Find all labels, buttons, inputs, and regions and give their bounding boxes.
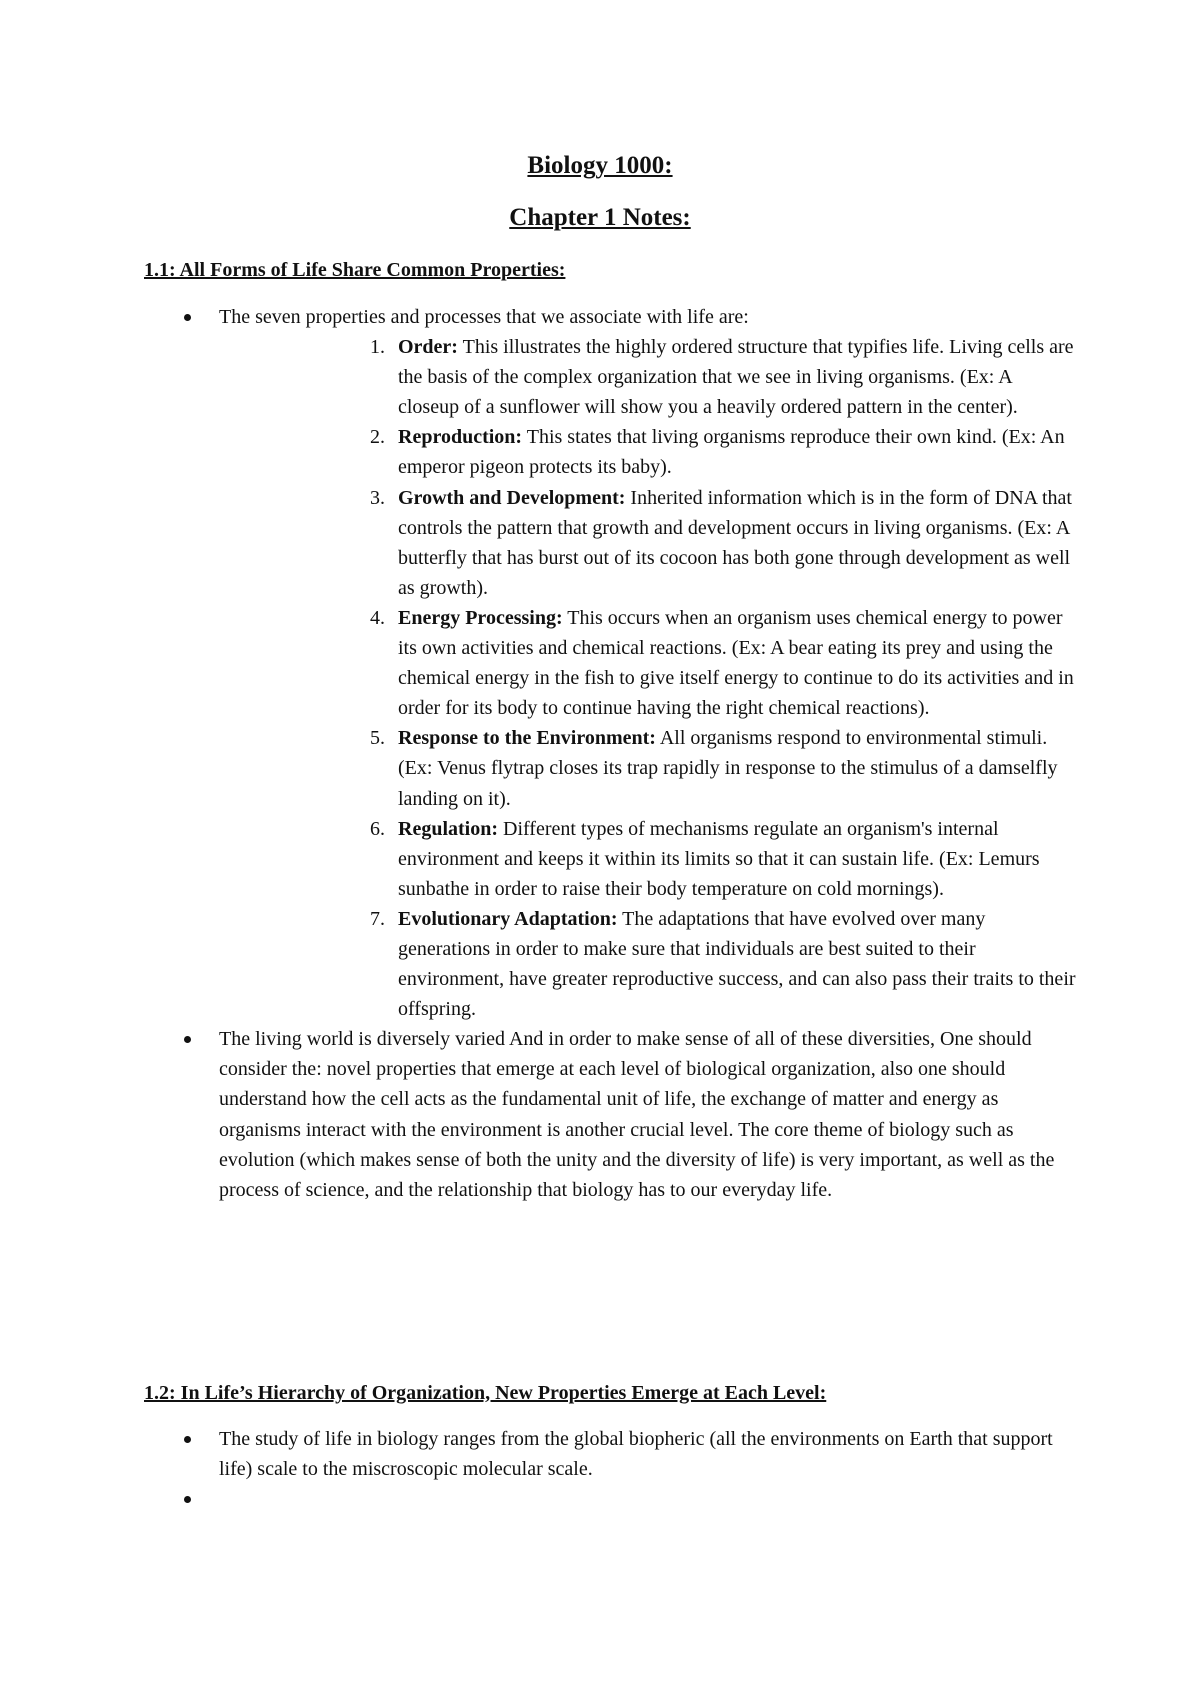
document-title: Biology 1000: <box>527 152 673 179</box>
item-number: 2. <box>370 426 385 449</box>
item-text: This illustrates the highly ordered structure that typifies life. Living cells are the basis of the complex organization that we see in living organisms. (Ex: A closeup of a sunflower will show you a heavily ordered pattern in the center). <box>398 336 1074 419</box>
properties-numbered-list <box>359 332 1076 1024</box>
numbered-item <box>359 422 1076 482</box>
item-term: Order: <box>398 336 458 359</box>
item-text: The adaptations that have evolved over many generations in order to make sure that individuals are best suited to their environment, have greater reproductive success, and can also pass their traits to their offspring. <box>398 907 1076 1021</box>
bullet-item-empty <box>176 1484 1076 1514</box>
item-number: 5. <box>370 727 385 750</box>
item-text: Inherited information which is in the form of DNA that controls the pattern that growth and development occurs in living organisms. (Ex: A butterfly that has burst out of its cocoon has both gone through development as well as growth). <box>398 486 1072 599</box>
bullet-text: The study of life in biology ranges from the global biopheric (all the environments on Earth that support life) scale to the miscroscopic molecular scale. <box>219 1428 1053 1481</box>
bullet-icon <box>184 1036 191 1043</box>
bullet-item <box>176 302 1076 1024</box>
bullet-text: The living world is diversely varied And in order to make sense of all of these diversities, One should consider the: novel properties that emerge at each level of biological organization, also one should understand how the cell acts as the fundamental unit of life, the exchange of matter and energy as organisms interact with the environment is another crucial level. The core theme of biology such as evolution (which makes sense of both the unity and the diversity of life) is very important, as well as the process of science, and the relationship that biology has to our everyday life. <box>219 1028 1055 1201</box>
item-number: 1. <box>370 336 385 359</box>
numbered-item <box>359 332 1076 422</box>
document-subtitle: Chapter 1 Notes: <box>509 204 691 231</box>
item-text: This states that living organisms reproduce their own kind. (Ex: An emperor pigeon protects its baby). <box>398 426 1065 479</box>
bullet-icon <box>184 1496 191 1503</box>
item-text: This occurs when an organism uses chemical energy to power its own activities and chemical reactions. (Ex: A bear eating its prey and using the chemical energy in the fish to give itself energy to continue to do its activities and in order for its body to continue having the right chemical reactions). <box>398 606 1074 720</box>
item-number: 4. <box>370 606 385 629</box>
item-number: 3. <box>370 486 385 509</box>
item-term: Evolutionary Adaptation: <box>398 907 618 930</box>
bullet-icon <box>184 314 191 321</box>
item-term: Reproduction: <box>398 426 523 449</box>
item-number: 6. <box>370 817 385 840</box>
section-1-bullet-list <box>176 302 1076 1205</box>
bullet-item <box>176 1024 1076 1205</box>
bullet-text: The seven properties and processes that we associate with life are: <box>219 306 749 328</box>
item-number: 7. <box>370 907 385 930</box>
section-2-bullet-list <box>176 1424 1076 1514</box>
numbered-item <box>359 904 1076 1024</box>
section-1-heading: 1.1: All Forms of Life Share Common Properties: <box>144 259 566 281</box>
numbered-item <box>359 814 1076 904</box>
bullet-item <box>176 1424 1076 1484</box>
item-term: Regulation: <box>398 817 498 840</box>
item-term: Energy Processing: <box>398 606 563 629</box>
numbered-item <box>359 483 1076 603</box>
item-term: Growth and Development: <box>398 486 626 509</box>
item-term: Response to the Environment: <box>398 727 656 750</box>
item-text: All organisms respond to environmental stimuli. (Ex: Venus flytrap closes its trap rapidly in response to the stimulus of a damselfly landing on it). <box>398 727 1058 810</box>
bullet-icon <box>184 1436 191 1443</box>
item-text: Different types of mechanisms regulate an organism's internal environment and keeps it within its limits so that it can sustain life. (Ex: Lemurs sunbathe in order to raise their body temperature on cold mornings). <box>398 817 1040 900</box>
section-2-heading: 1.2: In Life’s Hierarchy of Organization, New Properties Emerge at Each Level: <box>144 1382 827 1404</box>
numbered-item <box>359 603 1076 723</box>
numbered-item <box>359 723 1076 813</box>
